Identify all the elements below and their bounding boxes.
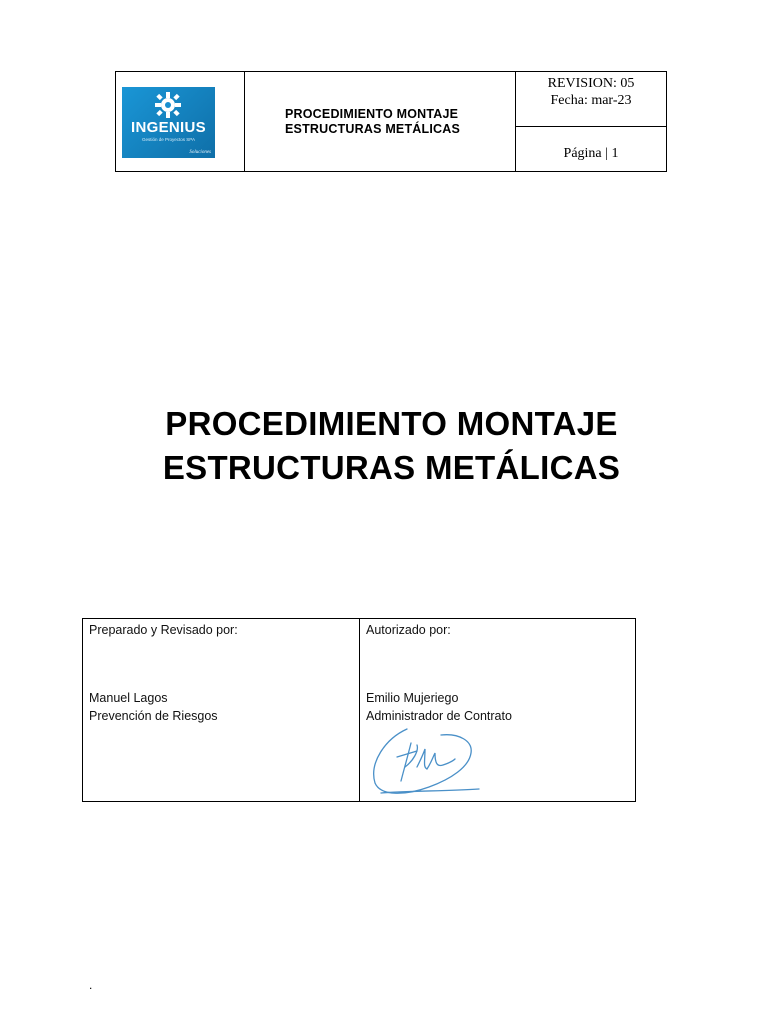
page-number: Página | 1	[563, 146, 619, 161]
footer-mark: .	[89, 978, 93, 992]
logo-subtitle: Gestión de Proyectos SPA	[142, 137, 195, 142]
revision-number: REVISION: 05	[547, 76, 635, 91]
prepared-by-role: Prevención de Riesgos	[89, 709, 218, 723]
revision-date: Fecha: mar-23	[550, 93, 632, 108]
header-title	[244, 72, 516, 171]
revision-cell	[516, 72, 666, 127]
authorized-by-label: Autorizado por:	[366, 623, 451, 637]
page-title-line-2: ESTRUCTURAS METÁLICAS	[162, 449, 621, 486]
logo-tagline: Soluciones	[189, 150, 211, 155]
prepared-by-cell	[83, 619, 360, 801]
prepared-by-label: Preparado y Revisado por:	[89, 623, 238, 637]
authorized-by-cell	[360, 619, 635, 801]
header-title-line-2: ESTRUCTURAS METÁLICAS	[285, 121, 461, 136]
signature-table	[82, 618, 636, 802]
company-logo	[122, 87, 215, 158]
logo-brand: INGENIUS	[131, 119, 206, 136]
prepared-by-name: Manuel Lagos	[89, 691, 168, 705]
document-header-table	[115, 71, 667, 172]
handwritten-signature	[367, 721, 482, 801]
logo-cell	[116, 72, 245, 171]
page-title	[0, 402, 768, 490]
authorized-by-role: Administrador de Contrato	[366, 709, 512, 723]
header-title-line-1: PROCEDIMIENTO MONTAJE	[285, 106, 459, 121]
authorized-by-name: Emilio Mujeriego	[366, 691, 459, 705]
page-title-line-1: PROCEDIMIENTO MONTAJE	[165, 405, 618, 442]
gear-icon	[149, 91, 187, 119]
